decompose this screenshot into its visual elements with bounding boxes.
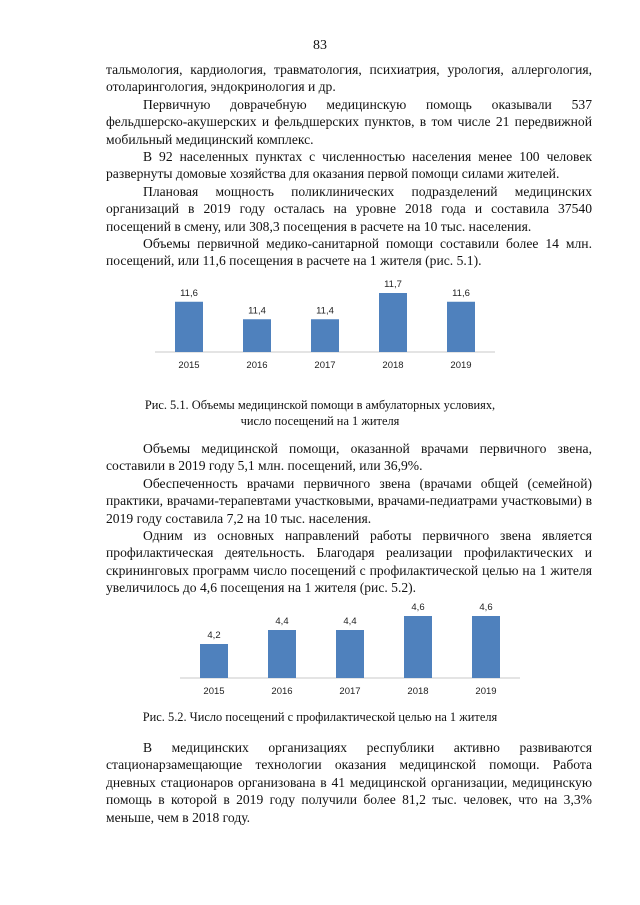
- paragraph: Первичную доврачебную медицинскую помощь оказывали 537 фельдшерско-акушерских и фельдшерских пунктов, в том числе 21 передвижной мобильный медицинский комплекс.: [106, 96, 592, 147]
- bar-2017: [311, 319, 339, 352]
- data-label-2015: 11,6: [180, 287, 198, 299]
- x-tick-label-2018: 2018: [382, 360, 404, 371]
- bar-2016: [243, 319, 271, 352]
- x-tick-label-2015: 2015: [178, 360, 200, 371]
- caption-line: число посещений на 1 жителя: [240, 414, 400, 428]
- data-label-2018: 11,7: [384, 279, 402, 290]
- x-tick-label-2016: 2016: [271, 686, 293, 697]
- x-tick-label-2017: 2017: [314, 360, 336, 371]
- bar-2018: [404, 616, 432, 678]
- text-block-1: [106, 61, 592, 270]
- bar-2018: [379, 293, 407, 352]
- caption-line: Рис. 5.1. Объемы медицинской помощи в амбулаторных условиях,: [144, 398, 496, 412]
- figure-caption-5-2: Рис. 5.2. Число посещений с профилактической целью на 1 жителя: [142, 710, 498, 724]
- page-number: 83: [313, 38, 327, 53]
- paragraph: Плановая мощность поликлинических подразделений медицинских организаций в 2019 году осталась на уровне 2018 года и составила 37540 посещений в смену, или 308,3 посещения в расчете на 10 тыс. населения.: [106, 183, 592, 234]
- data-label-2018: 4,6: [411, 602, 425, 613]
- x-tick-label-2019: 2019: [450, 360, 472, 371]
- x-tick-label-2016: 2016: [246, 360, 268, 371]
- bar-2016: [268, 630, 296, 678]
- paragraph: Обеспеченность врачами первичного звена (врачами общей (семейной) практики, врачами-терапевтами участковыми, врачами-педиатрами участковыми) в 2019 году составила 7,2 на 10 тыс. населения.: [106, 475, 592, 526]
- text-block-3: [106, 739, 592, 826]
- text-block-2: [106, 440, 592, 597]
- paragraph: Объемы первичной медико-санитарной помощи составили более 14 млн. посещений, или 11,6 посещения в расчете на 1 жителя (рис. 5.1).: [106, 236, 592, 269]
- bar-2019: [447, 302, 475, 352]
- bar-2017: [336, 630, 364, 678]
- chart-preventive-visits: [0, 598, 640, 706]
- paragraph: В медицинских организациях республики активно развиваются стационарзамещающие технологии оказания медицинской помощи. Работа дневных стационаров организована в 41 медицинской организации, медицинскую помощь в которой в 2019 году получили более 81,2 тыс. человек, что на 3,3% меньше, чем в 2018 году.: [106, 740, 592, 825]
- data-label-2017: 4,4: [343, 616, 357, 627]
- paragraph: тальмология, кардиология, травматология, психиатрия, урология, аллергология, отоларингология, эндокринология и др.: [106, 62, 592, 95]
- bar-2019: [472, 616, 500, 678]
- data-label-2019: 4,6: [479, 602, 493, 613]
- chart-visits-per-resident: [0, 276, 640, 376]
- bar-2015: [200, 644, 228, 678]
- data-label-2016: 11,4: [248, 305, 266, 317]
- paragraph: Объемы медицинской помощи, оказанной врачами первичного звена, составили в 2019 году 5,1 млн. посещений, или 36,9%.: [106, 441, 592, 474]
- data-label-2017: 11,4: [316, 305, 334, 317]
- paragraph: В 92 населенных пунктах с численностью населения менее 100 человек развернуты домовые хозяйства для оказания первой помощи силами жителей.: [106, 149, 592, 182]
- bar-2015: [175, 302, 203, 352]
- x-tick-label-2015: 2015: [203, 686, 225, 697]
- paragraph: Одним из основных направлений работы первичного звена является профилактическая деятельность. Благодаря реализации профилактических и скрининговых программ число посещений с профилактической целью на 1 жителя увеличилось до 4,6 посещения на 1 жителя (рис. 5.2).: [106, 528, 592, 596]
- x-tick-label-2018: 2018: [407, 686, 429, 697]
- data-label-2019: 11,6: [452, 287, 470, 299]
- x-tick-label-2017: 2017: [339, 686, 361, 697]
- data-label-2015: 4,2: [207, 630, 221, 641]
- data-label-2016: 4,4: [275, 616, 289, 627]
- figure-caption-5-1: [0, 397, 640, 429]
- x-tick-label-2019: 2019: [475, 686, 497, 697]
